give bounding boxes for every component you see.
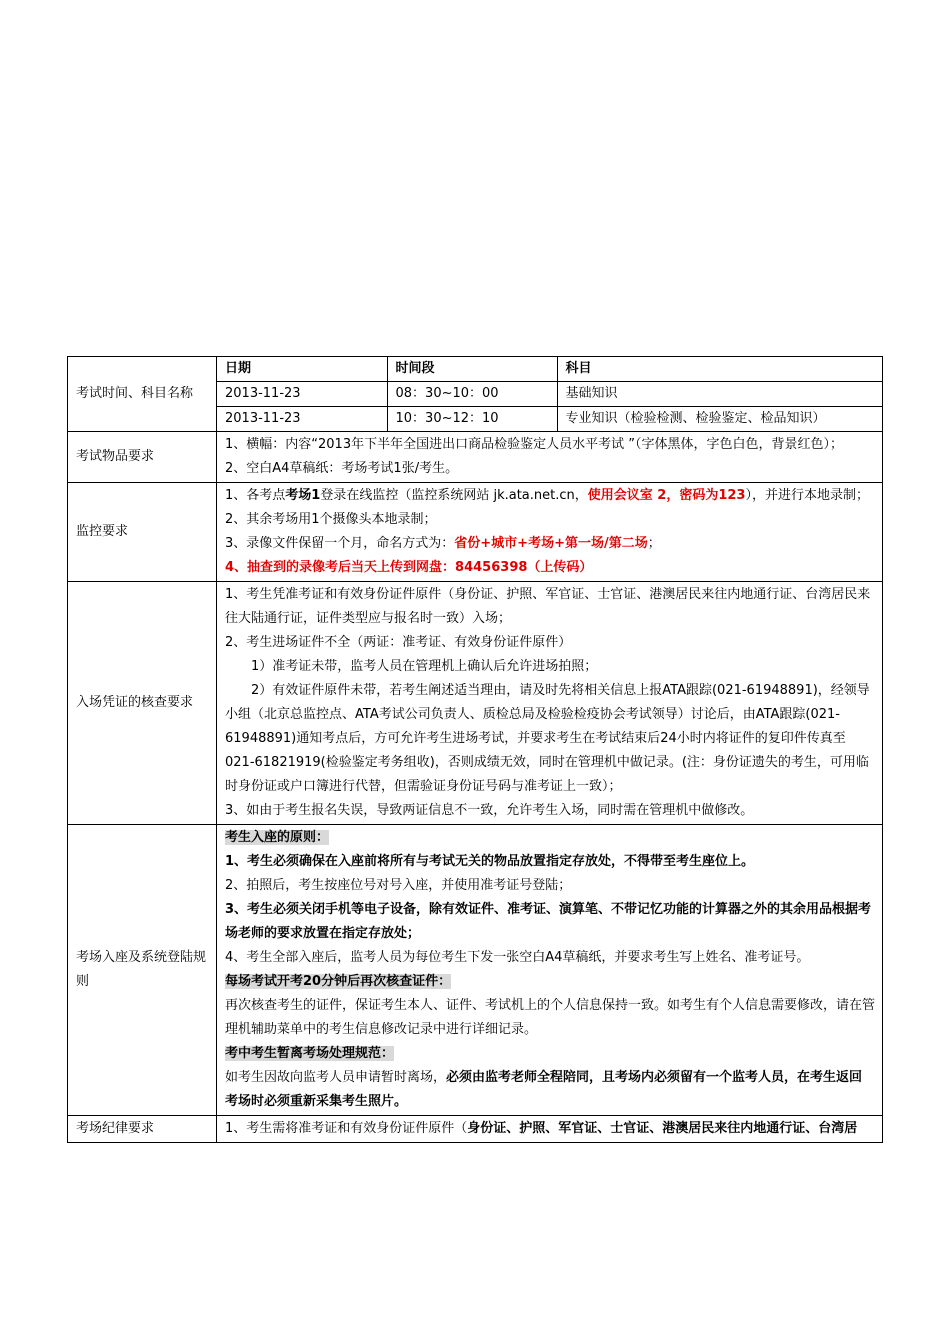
seating-line-1: 1、考生必须确保在入座前将所有与考试无关的物品放置指定存放处，不得带至考生座位上。 xyxy=(225,854,755,869)
discipline-row xyxy=(68,1116,883,1143)
discipline-label: 考场纪律要求 xyxy=(68,1116,217,1143)
monitoring-line-1-c: 登录在线监控（监控系统网站 jk.ata.net.cn， xyxy=(320,488,588,503)
monitoring-line-2: 2、其余考场用1个摄像头本地录制； xyxy=(225,512,437,527)
entry-line-2a: 1）准考证未带，监考人员在管理机上确认后允许进场拍照； xyxy=(251,659,598,674)
seating-heading-3 xyxy=(225,1042,875,1066)
seating-para-3-b: 必须由监考老师全程陪同，且考场内必须留有一个监考人员，在考生返回考场时必须重新采集考生照片。 xyxy=(225,1070,863,1109)
row2-date: 2013-11-23 xyxy=(217,407,387,432)
discipline-line-1 xyxy=(225,1117,875,1141)
entry-line-3: 3、如由于考生报名失误，导致两证信息不一致，允许考生入场，同时需在管理机中做修改。 xyxy=(225,803,754,818)
header-subject: 科目 xyxy=(557,357,882,382)
monitoring-line-1-e: ），并进行本地录制； xyxy=(745,488,869,503)
materials-line-2: 2、空白A4草稿纸：考场考试1张/考生。 xyxy=(225,461,459,476)
seating-label: 考场入座及系统登陆规则 xyxy=(68,825,217,1116)
schedule-row xyxy=(68,357,883,432)
row2-subject: 专业知识（检验检测、检验鉴定、检品知识） xyxy=(557,407,882,432)
materials-content xyxy=(217,432,883,483)
monitoring-content xyxy=(217,483,883,582)
seating-row xyxy=(68,825,883,1116)
monitoring-line-4: 4、抽查到的录像考后当天上传到网盘：84456398（上传码） xyxy=(225,560,593,575)
monitoring-line-3-c: ； xyxy=(647,536,661,551)
monitoring-naming-format: 省份+城市+考场+第一场/第二场 xyxy=(454,536,648,551)
schedule-row-1 xyxy=(217,382,882,407)
seating-content xyxy=(217,825,883,1116)
monitoring-line-1-a: 1、各考点 xyxy=(225,488,286,503)
monitoring-line-3-a: 3、录像文件保留一个月，命名方式为： xyxy=(225,536,455,551)
monitoring-label: 监控要求 xyxy=(68,483,217,582)
row2-time: 10：30~12：10 xyxy=(387,407,557,432)
monitoring-line-1 xyxy=(225,484,875,508)
discipline-line-1-b: 身份证、护照、军官证、士官证、港澳居民来往内地通行证、台湾居 xyxy=(467,1121,858,1136)
entry-check-row xyxy=(68,582,883,825)
entry-line-1: 1、考生凭准考证和有效身份证件原件（身份证、护照、军官证、士官证、港澳居民来往内地通行证、台湾居民来往大陆通行证，证件类型应与报名时一致）入场； xyxy=(225,587,871,626)
exam-requirements-table xyxy=(67,356,883,1143)
row1-subject: 基础知识 xyxy=(557,382,882,407)
schedule-cell xyxy=(217,357,883,432)
seating-heading-2-text: 每场考试开考20分钟后再次核查证件： xyxy=(225,974,452,989)
monitoring-row xyxy=(68,483,883,582)
schedule-label: 考试时间、科目名称 xyxy=(68,357,217,432)
header-time: 时间段 xyxy=(387,357,557,382)
seating-para-3 xyxy=(225,1066,875,1114)
seating-heading-1 xyxy=(225,826,875,850)
seating-para-3-a: 如考生因故向监考人员申请暂时离场， xyxy=(225,1070,447,1085)
seating-line-4: 4、考生全部入座后，监考人员为每位考生下发一张空白A4草稿纸，并要求考生写上姓名、准考证号。 xyxy=(225,950,810,965)
schedule-header-row xyxy=(217,357,882,382)
monitoring-room: 考场1 xyxy=(285,488,321,503)
schedule-table xyxy=(217,357,882,431)
monitoring-password: 使用会议室 2，密码为123 xyxy=(587,488,746,503)
seating-heading-3-text: 考中考生暂离考场处理规范： xyxy=(225,1046,395,1061)
materials-line-1: 1、横幅：内容“2013年下半年全国进出口商品检验鉴定人员水平考试 ”（字体黑体，字色白色，背景红色）； xyxy=(225,437,843,452)
seating-line-2: 2、拍照后，考生按座位号对号入座，并使用准考证号登陆； xyxy=(225,878,572,893)
discipline-content xyxy=(217,1116,883,1143)
materials-label: 考试物品要求 xyxy=(68,432,217,483)
discipline-line-1-a: 1、考生需将准考证和有效身份证件原件（ xyxy=(225,1121,468,1136)
row1-time: 08：30~10：00 xyxy=(387,382,557,407)
entry-line-2: 2、考生进场证件不全（两证：准考证、有效身份证件原件） xyxy=(225,635,572,650)
entry-line-2b: 2）有效证件原件未带，若考生阐述适当理由，请及时先将相关信息上报ATA跟踪(021-61948891)，经领导小组（北京总监控点、ATA考试公司负责人、质检总局及检验检疫协会考试领导）讨论后，由ATA跟踪(021-61948891)通知考点后，方可允许考生进场考试，并要求考生在考试结束后24小时内将证件的复印件传真至021-61821919(检验鉴定考务组收)，否则成绩无效，同时在管理机中做记录。(注：身份证遗失的考生，可用临时身份证或户口簿进行代替，但需验证身份证号码与准考证上一致）； xyxy=(225,683,870,794)
entry-check-content xyxy=(217,582,883,825)
entry-check-label: 入场凭证的核查要求 xyxy=(68,582,217,825)
monitoring-line-3 xyxy=(225,532,875,556)
seating-heading-1-text: 考生入座的原则： xyxy=(225,830,330,845)
row1-date: 2013-11-23 xyxy=(217,382,387,407)
header-date: 日期 xyxy=(217,357,387,382)
schedule-row-2 xyxy=(217,407,882,432)
materials-row xyxy=(68,432,883,483)
seating-line-3: 3、考生必须关闭手机等电子设备，除有效证件、准考证、演算笔、不带记忆功能的计算器之外的其余用品根据考场老师的要求放置在指定存放处； xyxy=(225,902,872,941)
seating-para-2: 再次核查考生的证件，保证考生本人、证件、考试机上的个人信息保持一致。如考生有个人信息需要修改，请在管理机辅助菜单中的考生信息修改记录中进行详细记录。 xyxy=(225,998,876,1037)
seating-heading-2 xyxy=(225,970,875,994)
